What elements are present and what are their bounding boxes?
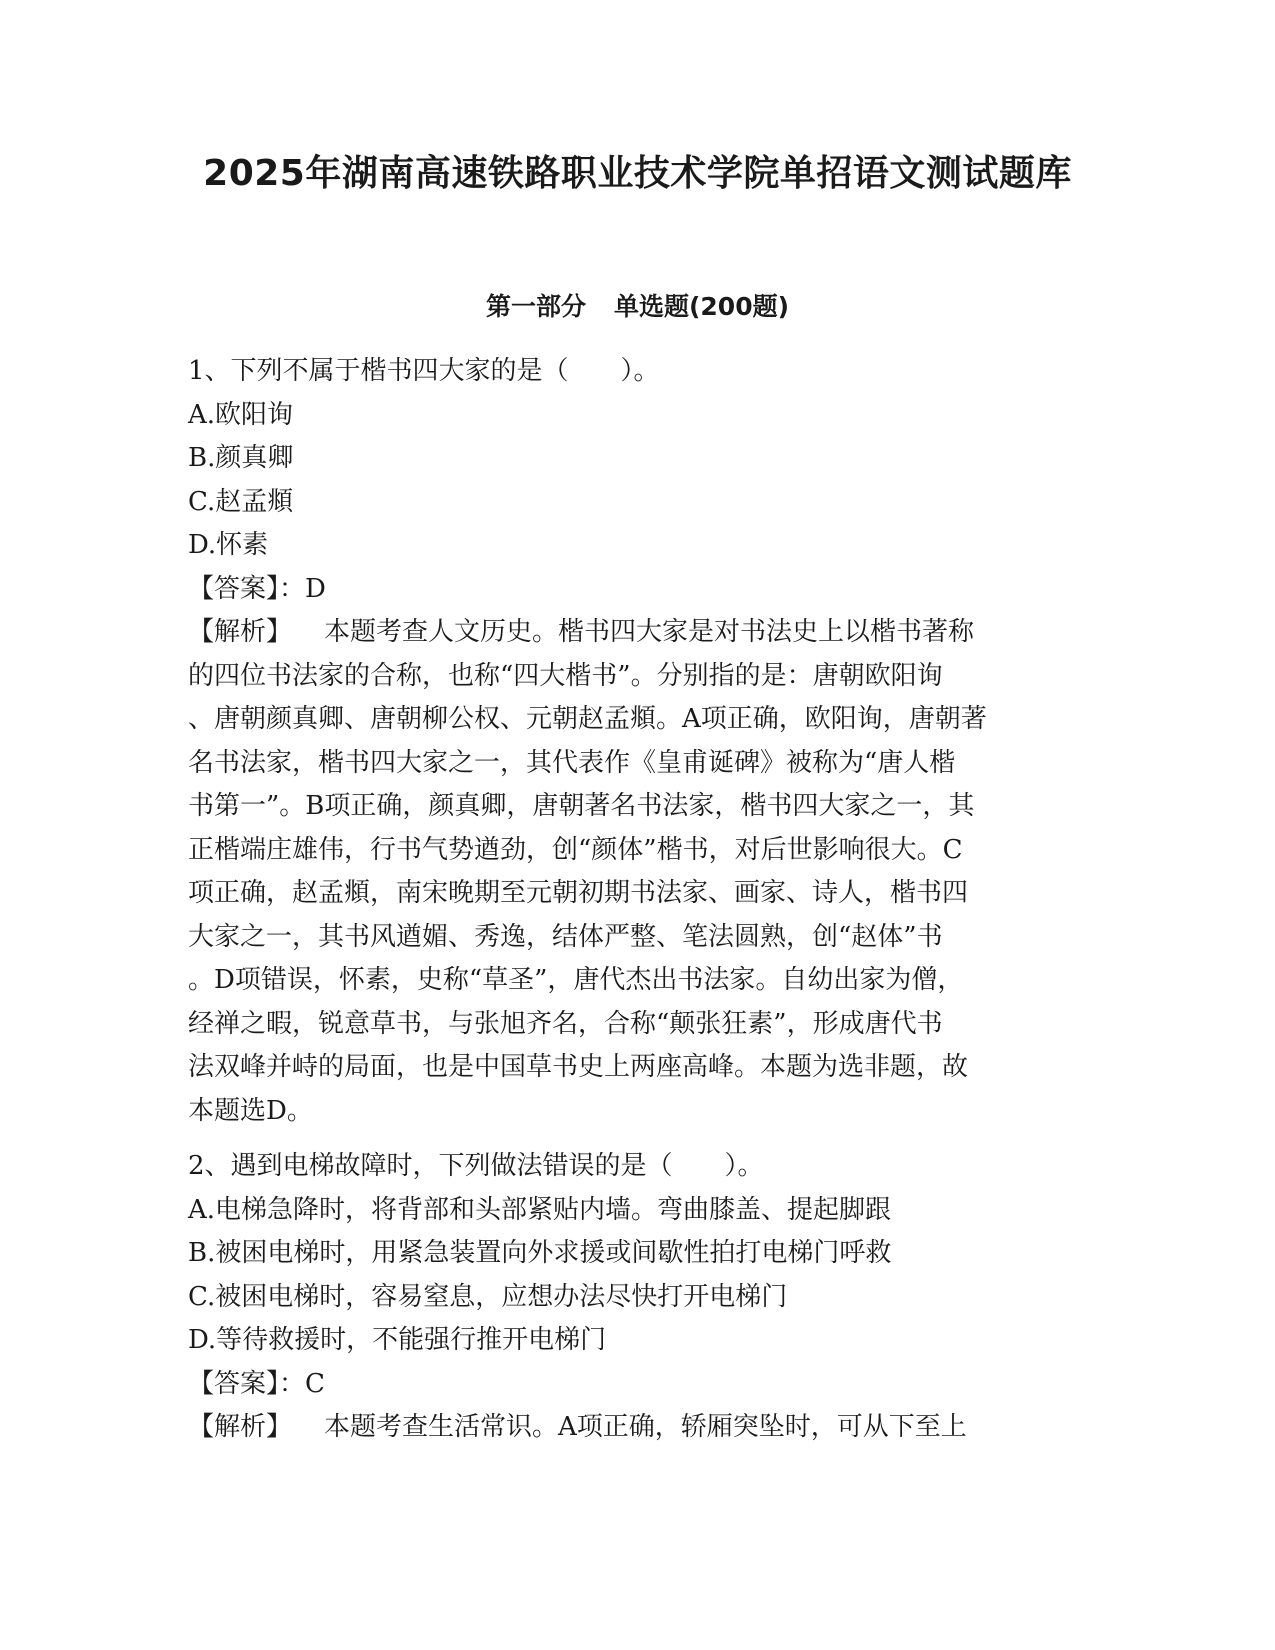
answer-label: 【答案】： <box>188 1368 306 1399</box>
option-a: A.欧阳询 <box>188 399 294 430</box>
section-name: 单选题(200题) <box>613 292 790 321</box>
option-d: D.等待救援时，不能强行推开电梯门 <box>188 1325 607 1355</box>
answer-value: D <box>305 573 326 604</box>
answer-line <box>188 568 1088 612</box>
option-c: C.赵孟頫 <box>188 486 294 517</box>
question-2 <box>188 1145 1088 1450</box>
explanation-text: 的四位书法家的合称，也称“四大楷书”。分别指的是：唐朝欧阳询 <box>188 660 943 691</box>
question-list <box>188 350 1088 1450</box>
section-part: 第一部分 <box>485 292 586 321</box>
explanation-line <box>188 611 1088 655</box>
question-1 <box>188 350 1088 1133</box>
explanation-text: 本题选D。 <box>188 1095 313 1126</box>
document-title: 2025年湖南高速铁路职业技术学院单招语文测试题库 <box>203 153 1072 194</box>
explanation-label: 【解析】 <box>188 617 293 647</box>
explanation-text: 法双峰并峙的局面，也是中国草书史上两座高峰。本题为选非题，故 <box>188 1052 969 1082</box>
explanation-text: 经禅之暇，锐意草书，与张旭齐名，合称“颠张狂素”，形成唐代书 <box>188 1008 943 1039</box>
option-c: C.被困电梯时，容易窒息，应想办法尽快打开电梯门 <box>188 1281 788 1312</box>
option-a: A.电梯急降时，将背部和头部紧贴内墙。弯曲膝盖、提起脚跟 <box>188 1194 892 1225</box>
explanation-text: 本题考查生活常识。A项正确，轿厢突坠时，可从下至上 <box>324 1412 967 1442</box>
answer-value: C <box>305 1368 325 1399</box>
explanation-text: 。D项错误，怀素，史称“草圣”，唐代杰出书法家。自幼出家为僧， <box>188 965 964 995</box>
explanation-text: 名书法家，楷书四大家之一，其代表作《皇甫诞碑》被称为“唐人楷 <box>188 747 956 778</box>
option-d: D.怀素 <box>188 530 269 560</box>
explanation-line <box>188 1406 1088 1450</box>
answer-label: 【答案】： <box>188 573 306 604</box>
section-title <box>0 290 1275 324</box>
explanation-text: 、唐朝颜真卿、唐朝柳公权、元朝赵孟頫。A项正确，欧阳询，唐朝著 <box>188 704 987 734</box>
option-b: B.被困电梯时，用紧急装置向外求援或间歇性拍打电梯门呼救 <box>188 1238 892 1268</box>
option-b: B.颜真卿 <box>188 443 294 473</box>
explanation-label: 【解析】 <box>188 1412 293 1442</box>
question-stem: 1、下列不属于楷书四大家的是（ ）。 <box>188 356 660 386</box>
question-stem: 2、遇到电梯故障时，下列做法错误的是（ ）。 <box>188 1151 764 1181</box>
answer-line <box>188 1363 1088 1407</box>
explanation-text: 正楷端庄雄伟，行书气势遒劲，创“颜体”楷书，对后世影响很大。C <box>188 834 963 865</box>
explanation-text: 项正确，赵孟頫，南宋晚期至元朝初期书法家、画家、诗人，楷书四 <box>188 878 969 908</box>
explanation-text: 书第一”。B项正确，颜真卿，唐朝著名书法家，楷书四大家之一，其 <box>188 791 975 821</box>
explanation-text: 大家之一，其书风遒媚、秀逸，结体严整、笔法圆熟，创“赵体”书 <box>188 921 943 952</box>
explanation-text: 本题考查人文历史。楷书四大家是对书法史上以楷书著称 <box>324 617 975 647</box>
